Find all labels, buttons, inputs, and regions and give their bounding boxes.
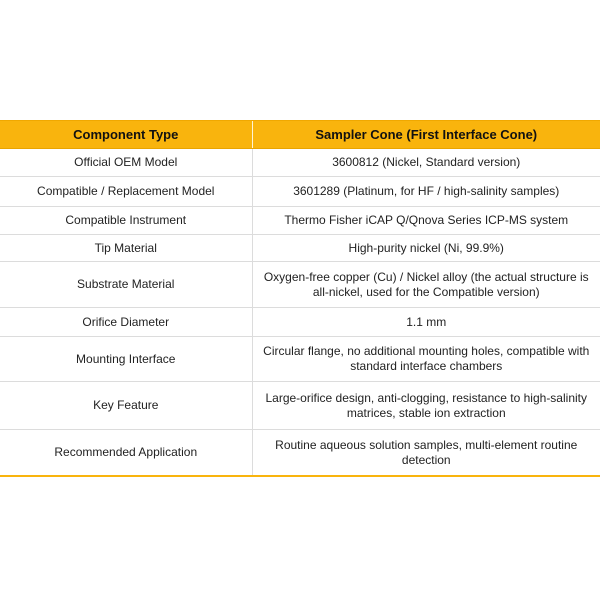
table-row: [0, 308, 600, 337]
row-value: Routine aqueous solution samples, multi-element routine detection: [252, 430, 600, 477]
row-value: Thermo Fisher iCAP Q/Qnova Series ICP-MS system: [252, 207, 600, 235]
table-header-row: [0, 121, 600, 149]
row-value: 3601289 (Platinum, for HF / high-salinity samples): [252, 177, 600, 207]
row-label: Substrate Material: [0, 262, 252, 308]
table-row: [0, 235, 600, 262]
row-label: Compatible / Replacement Model: [0, 177, 252, 207]
table-row: [0, 430, 600, 477]
row-value: Circular flange, no additional mounting holes, compatible with standard interface chambers: [252, 337, 600, 382]
header-sampler-cone: Sampler Cone (First Interface Cone): [252, 121, 600, 149]
row-label: Orifice Diameter: [0, 308, 252, 337]
row-value: 1.1 mm: [252, 308, 600, 337]
row-value: High-purity nickel (Ni, 99.9%): [252, 235, 600, 262]
table-row: [0, 177, 600, 207]
row-value: 3600812 (Nickel, Standard version): [252, 149, 600, 177]
table-row: [0, 382, 600, 430]
row-value: Oxygen-free copper (Cu) / Nickel alloy (the actual structure is all-nickel, used for the Compatible version): [252, 262, 600, 308]
spec-table: [0, 120, 600, 477]
row-value: Large-orifice design, anti-clogging, resistance to high-salinity matrices, stable ion extraction: [252, 382, 600, 430]
table-row: [0, 262, 600, 308]
table-row: [0, 337, 600, 382]
row-label: Recommended Application: [0, 430, 252, 477]
table-row: [0, 149, 600, 177]
row-label: Compatible Instrument: [0, 207, 252, 235]
header-component-type: Component Type: [0, 121, 252, 149]
row-label: Key Feature: [0, 382, 252, 430]
row-label: Official OEM Model: [0, 149, 252, 177]
row-label: Mounting Interface: [0, 337, 252, 382]
row-label: Tip Material: [0, 235, 252, 262]
table-row: [0, 207, 600, 235]
